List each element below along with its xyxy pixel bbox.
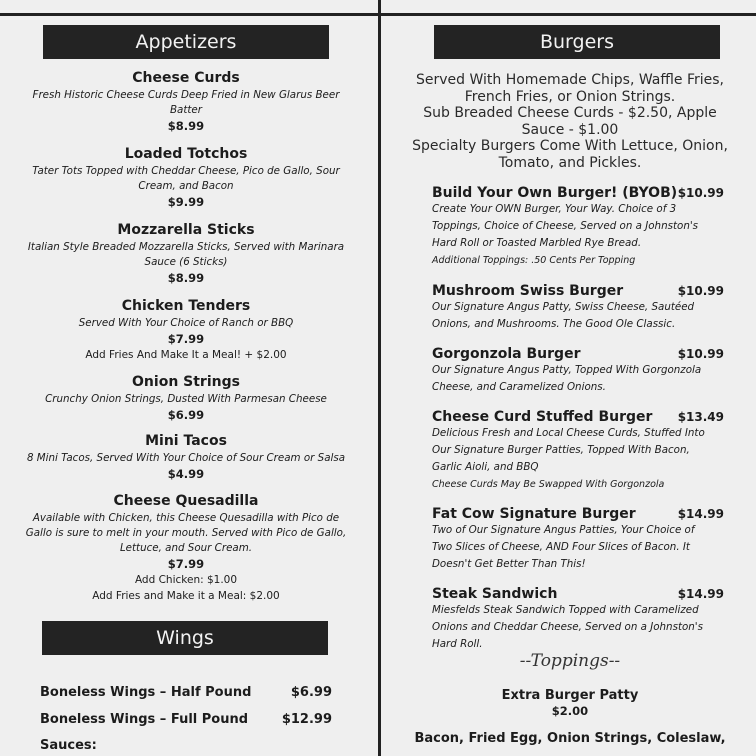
item-price: $8.99 [167,119,205,133]
burger-name: Fat Cow Signature Burger [432,506,636,522]
menu-item [0,146,372,210]
item-desc: Sauce (6 Sticks) [144,256,228,268]
burger-head [432,586,724,602]
item-note: Add Chicken: $1.00 [134,574,238,586]
item-price: $7.99 [167,332,205,346]
intro-line: French Fries, or Onion Strings. [464,88,676,105]
burger-desc: Onions and Cheddar Cheese, Served on a Johnston's [432,621,704,633]
burger-desc: Create Your OWN Burger, Your Way. Choice of 3 [432,203,677,215]
menu-item [0,70,372,134]
burger-head [432,506,724,522]
burger-desc: Toppings, Choice of Cheese, Served on a Johnston's [432,220,699,232]
intro-line: Served With Homemade Chips, Waffle Fries, [415,72,725,88]
item-desc: Tater Tots Topped with Cheddar Cheese, Pico de Gallo, Sour [32,165,340,177]
toppings-title: --Toppings-- [519,651,621,671]
intro-line: Tomato, and Pickles. [498,154,642,171]
item-note: Add Fries and Make it a Meal: $2.00 [92,590,280,602]
item-price: $6.99 [167,408,205,422]
toppings-list: Bacon, Fried Egg, Onion Strings, Coleslaw, [414,731,726,746]
burger-desc: Two of Our Signature Angus Patties, Your Choice of [432,524,695,536]
burger-item [432,506,724,573]
burger-desc: Hard Roll or Toasted Marbled Rye Bread. [432,237,642,249]
item-price: $4.99 [167,467,205,481]
menu-item [0,222,372,286]
wing-item [40,712,332,727]
item-desc: Gallo is sure to melt in your mouth. Served with Pico de Gallo, [25,527,347,539]
item-name: Onion Strings [132,374,240,390]
item-desc: Lettuce, and Sour Cream. [119,542,253,554]
burger-name: Gorgonzola Burger [432,346,581,362]
burger-item [432,283,724,333]
burger-item [432,185,724,269]
appetizers-header: Appetizers [43,25,329,59]
wing-price: $12.99 [281,712,332,727]
burger-price: $10.99 [677,186,724,200]
wing-price: $6.99 [290,685,332,700]
burger-price: $14.99 [677,587,724,601]
intro-line: Sauce - $1.00 [521,121,619,138]
burger-head [432,283,724,299]
item-desc: 8 Mini Tacos, Served With Your Choice of Sour Cream or Salsa [26,452,346,464]
burger-name: Steak Sandwich [432,586,558,602]
item-desc: Available with Chicken, this Cheese Quesadilla with Pico de [32,512,340,524]
item-desc: Served With Your Choice of Ranch or BBQ [78,317,294,329]
burger-name: Cheese Curd Stuffed Burger [432,409,653,425]
menu-item [0,298,372,363]
burger-note: Additional Toppings: .50 Cents Per Topping [432,255,636,266]
burger-head [432,346,724,362]
item-price: $7.99 [167,557,205,571]
burger-name: Mushroom Swiss Burger [432,283,624,299]
menu-item [0,493,372,604]
item-name: Loaded Totchos [124,146,248,162]
burger-desc: Miesfelds Steak Sandwich Topped with Caramelized [432,604,699,616]
sauces-label [40,738,332,753]
burger-desc: Hard Roll. [432,638,483,650]
burger-item [432,409,724,493]
menu-item [0,433,372,482]
intro-line: Sub Breaded Cheese Curds - $2.50, Apple [423,105,717,121]
item-name: Mini Tacos [145,433,227,449]
burger-head [432,409,724,425]
burger-item [432,346,724,396]
burger-desc: Delicious Fresh and Local Cheese Curds, Stuffed Into [432,427,705,439]
burgers-header: Burgers [434,25,720,59]
burger-desc: Cheese, and Caramelized Onions. [432,381,606,393]
burger-desc: Doesn't Get Better Than This! [432,558,586,570]
burger-desc: Two Slices of Cheese, AND Four Slices of Bacon. It [432,541,690,553]
item-name: Mozzarella Sticks [117,222,255,238]
menu-item [0,374,372,423]
burger-desc: Onions, and Mushrooms. The Good Ole Classic. [432,318,676,330]
item-price: $9.99 [167,195,205,209]
burger-price: $13.49 [677,410,724,424]
burgers-intro [384,72,756,171]
item-price: $8.99 [167,271,205,285]
wings-header: Wings [42,621,328,655]
item-name: Chicken Tenders [121,298,251,314]
extra-patty-price: $2.00 [551,704,589,718]
burger-price: $10.99 [677,347,724,361]
burger-name: Build Your Own Burger! (BYOB) [432,185,678,201]
extra-patty [384,688,756,719]
burger-item [432,586,724,653]
burger-price: $14.99 [677,507,724,521]
burger-desc: Garlic Aioli, and BBQ [432,461,539,473]
wing-name: Boneless Wings – Half Pound [40,685,252,700]
wing-item [40,685,332,700]
burger-desc: Our Signature Angus Patty, Swiss Cheese, Sautéed [432,301,695,313]
burger-head [432,185,724,201]
item-note: Add Fries And Make It a Meal! + $2.00 [85,349,287,361]
burger-desc: Our Signature Burger Patties, Topped With Bacon, [432,444,690,456]
item-desc: Fresh Historic Cheese Curds Deep Fried in New Glarus Beer [32,89,340,101]
item-desc: Batter [169,104,203,116]
extra-patty-name: Extra Burger Patty [501,688,639,703]
burger-desc: Our Signature Angus Patty, Topped With Gorgonzola [432,364,702,376]
burger-price: $10.99 [677,284,724,298]
column-divider [378,0,381,756]
intro-line: Specialty Burgers Come With Lettuce, Onion, [412,138,728,154]
item-desc: Italian Style Breaded Mozzarella Sticks, Served with Marinara [27,241,345,253]
sauces-label-text: Sauces: [40,738,97,753]
item-name: Cheese Quesadilla [113,493,259,509]
burger-note: Cheese Curds May Be Swapped With Gorgonzola [432,479,665,490]
item-desc: Crunchy Onion Strings, Dusted With Parmesan Cheese [45,393,327,405]
item-desc: Cream, and Bacon [138,180,234,192]
item-name: Cheese Curds [132,70,240,86]
wing-name: Boneless Wings – Full Pound [40,712,249,727]
